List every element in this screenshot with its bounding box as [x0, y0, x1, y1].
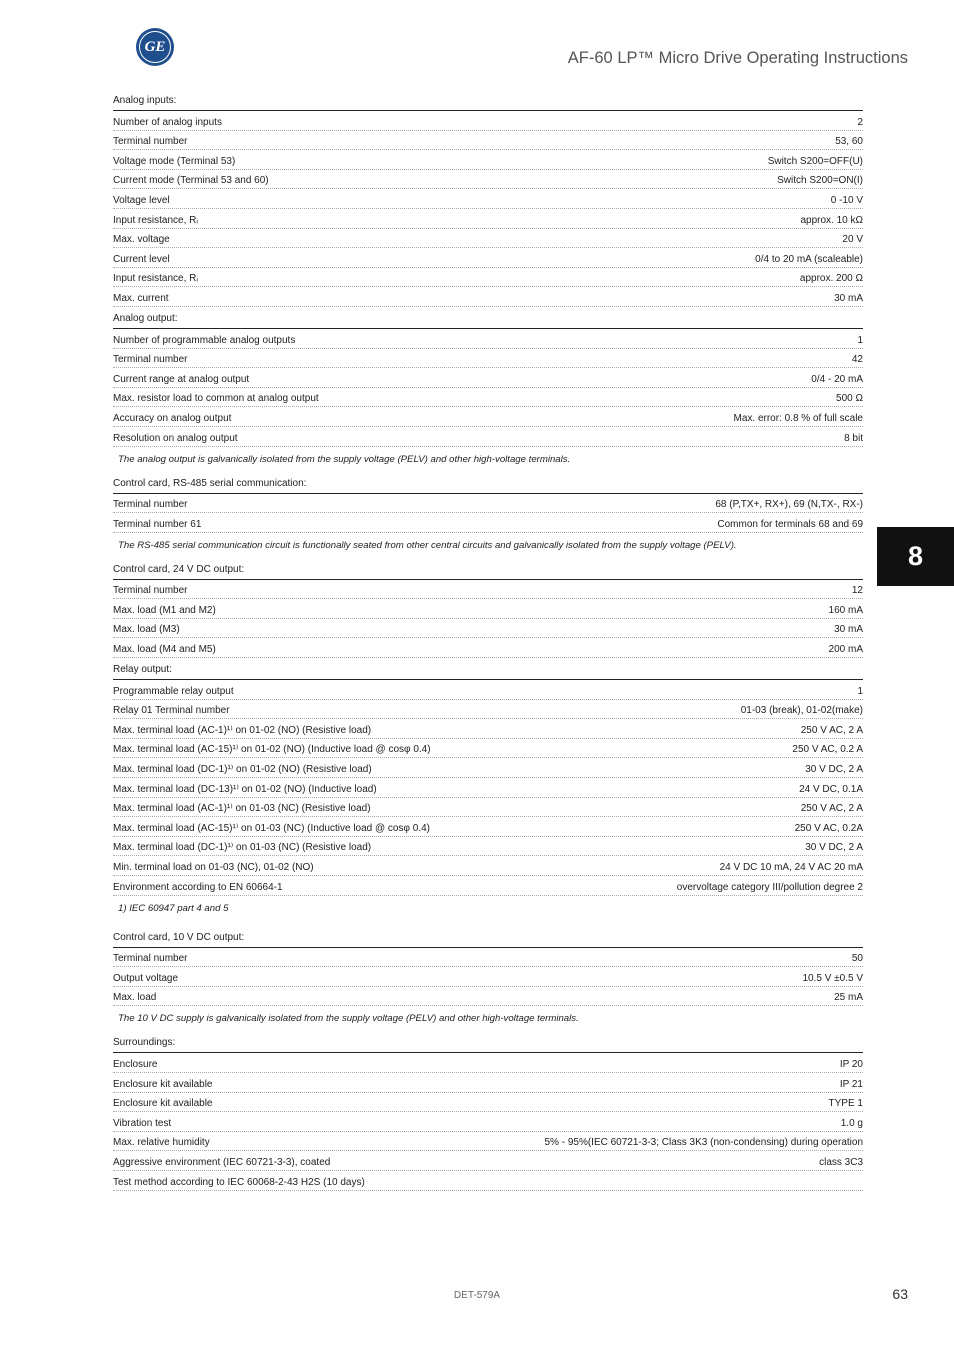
spec-label: Max. load — [113, 992, 157, 1004]
spec-label: Max. terminal load (DC-13)¹⁾ on 01-02 (NO) (Inductive load) — [113, 783, 377, 795]
spec-value: 200 mA — [828, 644, 863, 656]
spec-row — [113, 229, 863, 249]
section-title: Control card, 10 V DC output: — [113, 930, 863, 948]
spec-label: Enclosure — [113, 1058, 158, 1070]
spec-label: Aggressive environment (IEC 60721-3-3), coated — [113, 1156, 331, 1168]
spec-label: Max. load (M3) — [113, 624, 180, 636]
spec-label: Terminal number — [113, 499, 188, 511]
spec-value: 20 V — [842, 234, 863, 246]
spec-label: Number of programmable analog outputs — [113, 334, 296, 346]
spec-value: 1 — [857, 334, 863, 346]
spec-row — [113, 758, 863, 778]
spec-row — [113, 599, 863, 619]
spec-row — [113, 131, 863, 151]
spec-section — [113, 930, 863, 1025]
spec-value: 10.5 V ±0.5 V — [802, 972, 863, 984]
spec-value: 250 V AC, 2 A — [800, 803, 863, 815]
document-title: AF-60 LP™ Micro Drive Operating Instructions — [567, 49, 908, 67]
page-number: 63 — [892, 1286, 908, 1302]
spec-label: Max. load (M4 and M5) — [113, 644, 216, 656]
spec-label: Relay 01 Terminal number — [113, 705, 230, 717]
spec-label: Max. terminal load (AC-1)¹⁾ on 01-02 (NO) (Resistive load) — [113, 724, 372, 736]
spec-row — [113, 680, 863, 700]
spec-row — [113, 1132, 863, 1152]
spec-value: Switch S200=ON(I) — [777, 175, 863, 187]
spec-label: Environment according to EN 60664-1 — [113, 881, 283, 893]
spec-value: 250 V AC, 0.2A — [794, 822, 863, 834]
spec-value: IP 21 — [839, 1078, 863, 1090]
spec-row — [113, 248, 863, 268]
spec-value: 2 — [857, 116, 863, 128]
spec-label: Enclosure kit available — [113, 1098, 213, 1110]
spec-value: IP 20 — [839, 1058, 863, 1070]
spec-label: Input resistance, Rᵢ — [113, 214, 198, 226]
ge-logo — [136, 28, 174, 66]
spec-value: Max. error: 0.8 % of full scale — [733, 412, 863, 424]
spec-value: TYPE 1 — [828, 1098, 863, 1110]
spec-label: Current range at analog output — [113, 373, 250, 385]
spec-row — [113, 368, 863, 388]
spec-label: Output voltage — [113, 972, 179, 984]
spec-row — [113, 1151, 863, 1171]
section-title: Control card, 24 V DC output: — [113, 562, 863, 580]
spec-value: 30 mA — [834, 624, 863, 636]
spec-row — [113, 580, 863, 600]
spec-label: Current mode (Terminal 53 and 60) — [113, 175, 269, 187]
spec-label: Input resistance, Rᵢ — [113, 273, 198, 285]
spec-row — [113, 170, 863, 190]
spec-value: 500 Ω — [836, 393, 863, 405]
spec-label: Max. voltage — [113, 234, 170, 246]
spec-row — [113, 189, 863, 209]
spec-value: 24 V DC 10 mA, 24 V AC 20 mA — [719, 862, 863, 873]
spec-row — [113, 619, 863, 639]
spec-section — [113, 1035, 863, 1190]
document-code: DET-579A — [453, 1290, 501, 1301]
spec-value: Common for terminals 68 and 69 — [717, 518, 863, 530]
spec-label: Enclosure kit available — [113, 1078, 213, 1090]
spec-label: Max. load (M1 and M2) — [113, 604, 216, 616]
section-title: Analog inputs: — [113, 93, 863, 111]
spec-label: Terminal number — [113, 136, 188, 148]
spec-row — [113, 719, 863, 739]
spec-value: 0/4 - 20 mA — [811, 373, 863, 385]
spec-value: 160 mA — [828, 604, 863, 616]
spec-section — [113, 93, 863, 307]
spec-value: 42 — [851, 354, 863, 366]
spec-row — [113, 638, 863, 658]
spec-section — [113, 311, 863, 465]
spec-value: approx. 200 Ω — [799, 273, 863, 285]
spec-label: Min. terminal load on 01-03 (NC), 01-02 (NO) — [113, 862, 314, 873]
spec-row — [113, 1073, 863, 1093]
section-title: Surroundings: — [113, 1035, 863, 1053]
spec-label: Terminal number — [113, 953, 188, 965]
spec-value: 25 mA — [834, 992, 863, 1004]
spec-row — [113, 948, 863, 968]
spec-label: Resolution on analog output — [113, 432, 238, 444]
spec-value: 53, 60 — [835, 136, 863, 148]
spec-label: Max. current — [113, 292, 169, 304]
spec-value: 68 (P,TX+, RX+), 69 (N,TX-, RX-) — [715, 499, 863, 511]
spec-content — [113, 93, 863, 1191]
section-title: Relay output: — [113, 662, 863, 680]
chapter-tab: 8 — [877, 527, 954, 586]
spec-row — [113, 287, 863, 307]
section-note: The 10 V DC supply is galvanically isolated from the supply voltage (PELV) and other high-voltage terminals. — [118, 1013, 579, 1025]
spec-value: 30 V DC, 2 A — [805, 764, 863, 776]
spec-value: 0/4 to 20 mA (scaleable) — [755, 253, 863, 265]
spec-row — [113, 513, 863, 533]
spec-value: 1 — [857, 685, 863, 697]
spec-label: Max. terminal load (AC-15)¹⁾ on 01-02 (NO) (Inductive load @ cosφ 0.4) — [113, 744, 431, 756]
spec-label: Terminal number 61 — [113, 518, 202, 530]
spec-label: Terminal number — [113, 585, 188, 597]
spec-row — [113, 111, 863, 131]
spec-row — [113, 700, 863, 720]
spec-label: Current level — [113, 253, 170, 265]
ge-monogram: GE — [139, 31, 171, 63]
spec-label: Test method according to IEC 60068-2-43 H2S (10 days) — [113, 1176, 365, 1188]
spec-label: Accuracy on analog output — [113, 412, 232, 424]
section-note: 1) IEC 60947 part 4 and 5 — [118, 902, 229, 914]
spec-value: 1.0 g — [840, 1117, 863, 1129]
spec-value: Switch S200=OFF(U) — [767, 155, 863, 167]
spec-label: Max. terminal load (DC-1)¹⁾ on 01-02 (NO) (Resistive load) — [113, 764, 372, 776]
spec-label: Programmable relay output — [113, 685, 234, 697]
spec-label: Max. relative humidity — [113, 1137, 210, 1149]
spec-value: approx. 10 kΩ — [800, 214, 863, 226]
spec-row — [113, 427, 863, 447]
spec-row — [113, 1053, 863, 1073]
spec-section — [113, 476, 863, 551]
spec-row — [113, 987, 863, 1007]
spec-label: Voltage level — [113, 194, 170, 206]
spec-row — [113, 268, 863, 288]
section-note: The RS-485 serial communication circuit is functionally seated from other central circuits and galvanically isolated from the supply voltage (PELV). — [118, 539, 737, 551]
spec-value: 01-03 (break), 01-02(make) — [740, 705, 863, 717]
spec-value: 250 V AC, 2 A — [800, 724, 863, 736]
spec-row — [113, 209, 863, 229]
spec-value: 0 -10 V — [830, 194, 863, 206]
spec-label: Vibration test — [113, 1117, 172, 1129]
spec-row — [113, 1112, 863, 1132]
spec-label: Max. resistor load to common at analog output — [113, 393, 319, 405]
spec-row — [113, 407, 863, 427]
spec-row — [113, 494, 863, 514]
spec-row — [113, 739, 863, 759]
spec-label: Voltage mode (Terminal 53) — [113, 155, 236, 167]
spec-label: Number of analog inputs — [113, 116, 222, 128]
spec-row — [113, 967, 863, 987]
spec-row — [113, 798, 863, 818]
spec-row — [113, 329, 863, 349]
spec-label: Max. terminal load (DC-1)¹⁾ on 01-03 (NC) (Resistive load) — [113, 842, 372, 854]
spec-label: Max. terminal load (AC-15)¹⁾ on 01-03 (NC) (Inductive load @ cosφ 0.4) — [113, 822, 430, 834]
spec-row — [113, 837, 863, 857]
spec-row — [113, 1093, 863, 1113]
spec-value: 5% - 95%(IEC 60721-3-3; Class 3K3 (non-condensing) during operation — [544, 1137, 863, 1149]
spec-value: 30 mA — [834, 292, 863, 304]
section-note: The analog output is galvanically isolated from the supply voltage (PELV) and other high-voltage terminals. — [118, 453, 571, 465]
spec-value: 24 V DC, 0.1A — [799, 783, 863, 795]
spec-value: 8 bit — [844, 432, 863, 444]
spec-value: 30 V DC, 2 A — [805, 842, 863, 854]
spec-label: Max. terminal load (AC-1)¹⁾ on 01-03 (NC) (Resistive load) — [113, 803, 371, 815]
spec-value: overvoltage category III/pollution degree 2 — [676, 881, 863, 893]
spec-section — [113, 662, 863, 914]
spec-row — [113, 150, 863, 170]
spec-row — [113, 778, 863, 798]
spec-value: 50 — [851, 953, 863, 965]
spec-row — [113, 856, 863, 876]
spec-label: Terminal number — [113, 354, 188, 366]
spec-row — [113, 388, 863, 408]
spec-value: class 3C3 — [819, 1156, 863, 1168]
section-title: Control card, RS-485 serial communication: — [113, 476, 863, 494]
spec-section — [113, 562, 863, 658]
spec-row — [113, 817, 863, 837]
spec-row — [113, 876, 863, 896]
spec-value: 12 — [851, 585, 863, 597]
spec-row — [113, 1171, 863, 1191]
section-title: Analog output: — [113, 311, 863, 329]
spec-row — [113, 349, 863, 369]
spec-value: 250 V AC, 0.2 A — [792, 744, 863, 756]
